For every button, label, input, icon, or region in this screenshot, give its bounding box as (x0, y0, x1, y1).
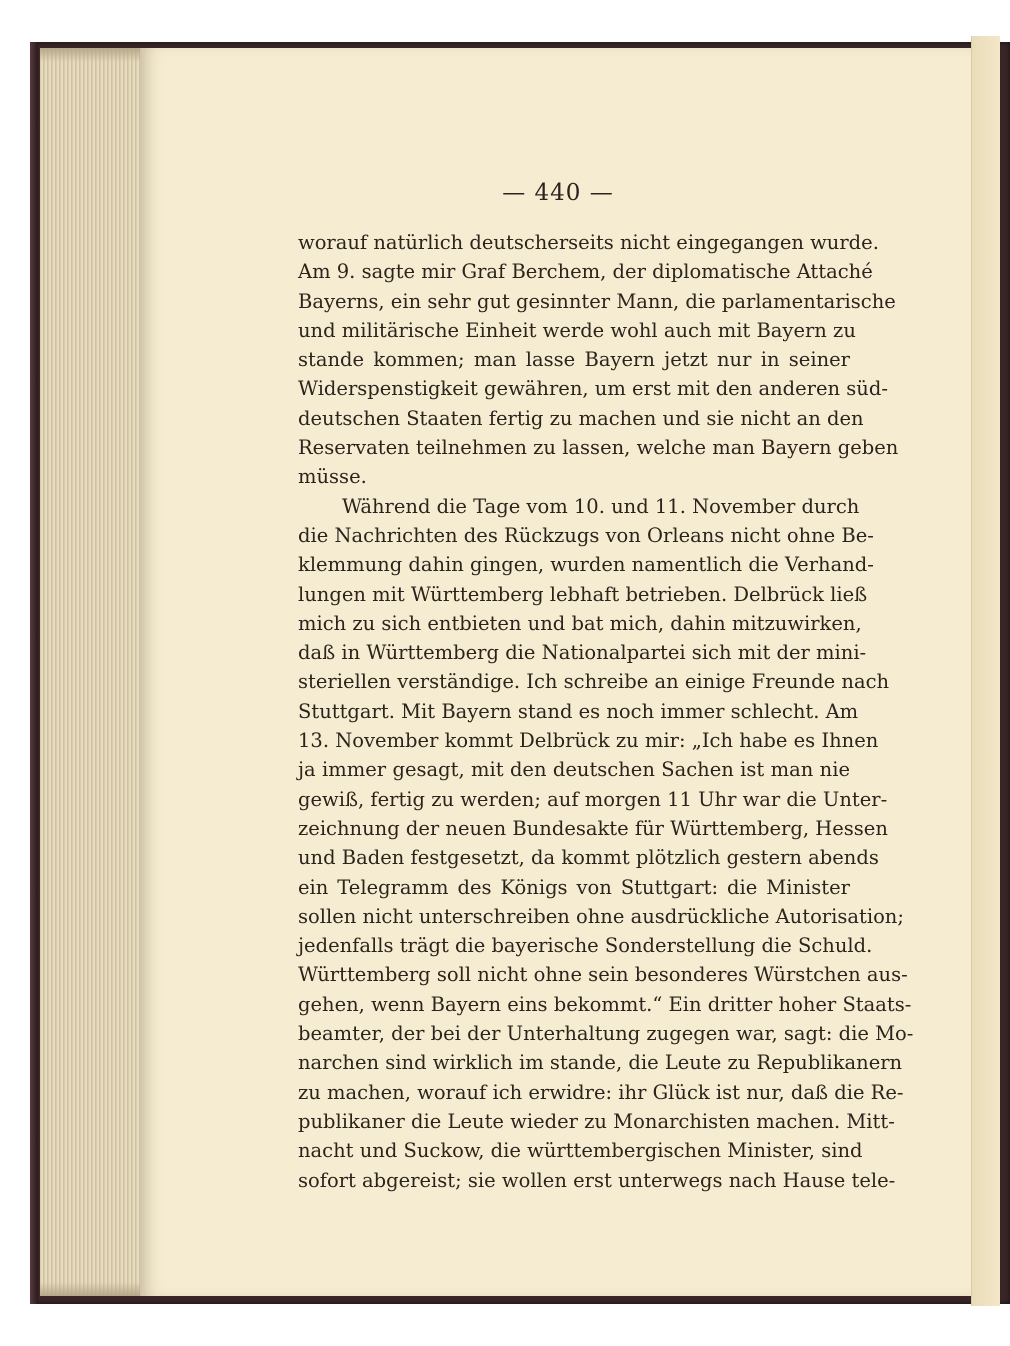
text-line: Widerspenstigkeit gewähren, um erst mit den anderen süd- (298, 377, 888, 401)
page-stack-edges (40, 48, 141, 1296)
text-line: worauf natürlich deutscherseits nicht eingegangen wurde. (298, 231, 879, 254)
text-line: klemmung dahin gingen, wurden namentlich die Verhand- (298, 553, 874, 577)
text-line: müsse. (298, 465, 367, 489)
text-line: gewiß, fertig zu werden; auf morgen 11 Uhr war die Unter- (298, 787, 888, 811)
text-line: zu machen, worauf ich erwidre: ihr Glück ist nur, daß die Re- (298, 1080, 904, 1104)
text-line: sofort abgereist; sie wollen erst unterwegs nach Hause tele- (298, 1168, 896, 1192)
book-cover-edge (30, 42, 38, 1304)
text-line: Reservaten teilnehmen zu lassen, welche man Bayern geben (298, 436, 899, 460)
text-line: stande kommen; man lasse Bayern jetzt nur in seiner (298, 348, 850, 372)
text-line: ja immer gesagt, mit den deutschen Sachen ist man nie (298, 758, 850, 782)
text-line: ein Telegramm des Königs von Stuttgart: die Minister (298, 875, 850, 899)
text-line: narchen sind wirklich im stande, die Leute zu Republikanern (298, 1051, 903, 1075)
text-line: Am 9. sagte mir Graf Berchem, der diplomatische Attaché (298, 260, 873, 284)
text-line: sollen nicht unterschreiben ohne ausdrückliche Autorisation; (298, 904, 904, 928)
page-number: — 440 — (502, 180, 614, 206)
text-line: deutschen Staaten fertig zu machen und sie nicht an den (298, 406, 864, 430)
text-line: daß in Württemberg die Nationalpartei sich mit der mini- (298, 641, 867, 665)
text-line: nacht und Suckow, die württembergischen Minister, sind (298, 1139, 863, 1163)
text-line: beamter, der bei der Unterhaltung zugegen war, sagt: die Mo- (298, 1022, 914, 1046)
text-line: und Baden festgesetzt, da kommt plötzlich gestern abends (298, 846, 879, 870)
text-line: publikaner die Leute wieder zu Monarchisten machen. Mitt- (298, 1109, 895, 1133)
text-line: Während die Tage vom 10. und 11. November durch (342, 494, 860, 518)
body-text (298, 228, 914, 1195)
facing-page-edge (971, 36, 1000, 1306)
text-line: mich zu sich entbieten und bat mich, dahin mitzuwirken, (298, 611, 862, 635)
text-line: steriellen verständige. Ich schreibe an einige Freunde nach (298, 670, 890, 694)
text-line: Bayerns, ein sehr gut gesinnter Mann, die parlamentarische (298, 289, 896, 313)
text-line: Stuttgart. Mit Bayern stand es noch immer schlecht. Am (298, 699, 859, 723)
text-line: Württemberg soll nicht ohne sein besonderes Würstchen aus- (298, 963, 908, 987)
text-line: und militärische Einheit werde wohl auch mit Bayern zu (298, 318, 856, 342)
text-line: die Nachrichten des Rückzugs von Orleans nicht ohne Be- (298, 523, 874, 547)
text-line: jedenfalls trägt die bayerische Sonderstellung die Schuld. (298, 934, 873, 958)
text-line: 13. November kommt Delbrück zu mir: „Ich habe es Ihnen (298, 729, 879, 753)
text-line: gehen, wenn Bayern eins bekommt.“ Ein dritter hoher Staats- (298, 992, 912, 1016)
text-line: zeichnung der neuen Bundesakte für Württemberg, Hessen (298, 816, 888, 840)
text-line: lungen mit Württemberg lebhaft betrieben. Delbrück ließ (298, 582, 868, 606)
